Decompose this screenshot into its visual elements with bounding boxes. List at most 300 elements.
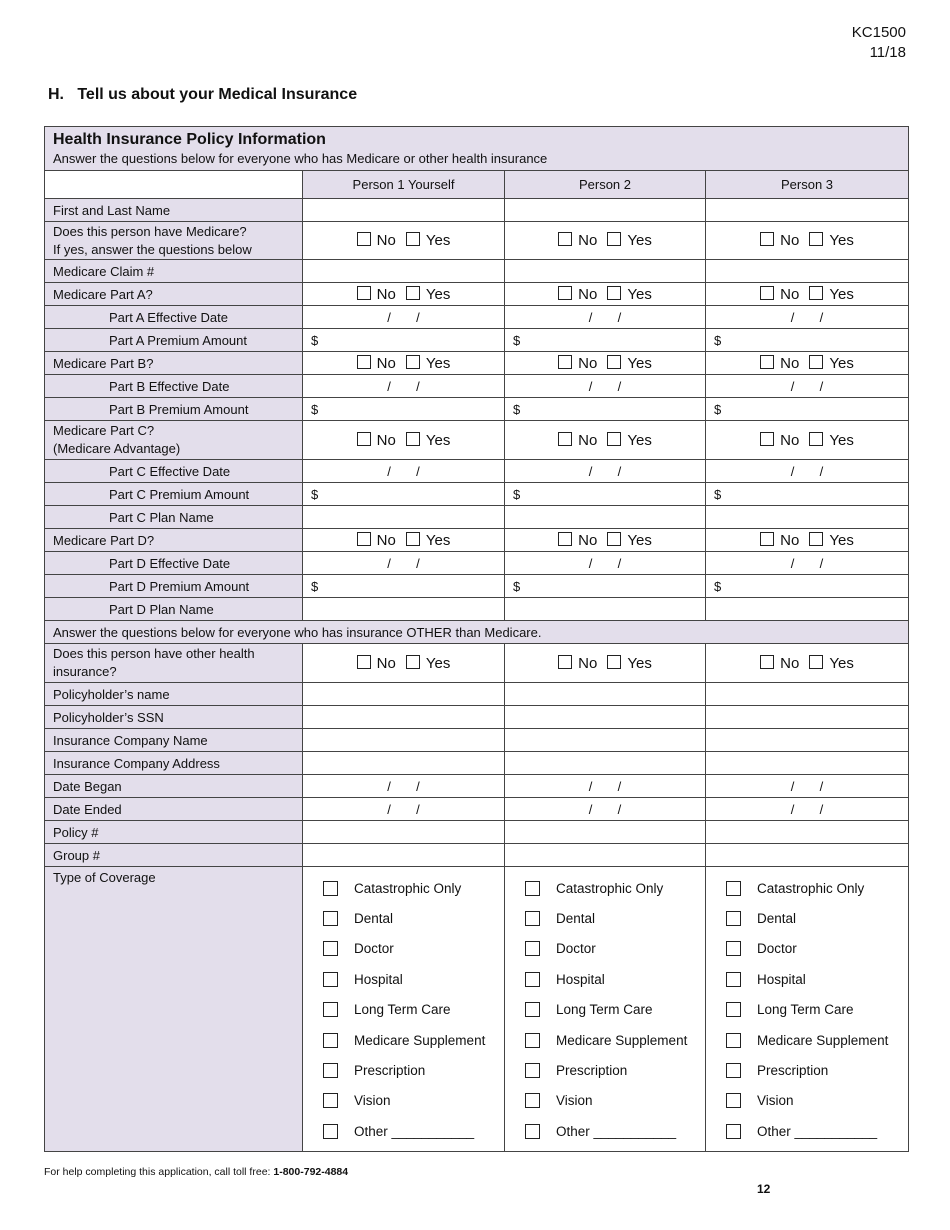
date-field-person-1[interactable]: / / (303, 460, 505, 483)
part-a-yn-person-3 (706, 283, 909, 306)
other-yn-person-2 (505, 644, 706, 683)
row-medicare-claim (45, 260, 909, 283)
yes-checkbox[interactable] (607, 532, 621, 546)
coverage-option[interactable] (525, 1055, 697, 1085)
yes-checkbox[interactable] (406, 655, 420, 669)
form-code-block (852, 23, 906, 63)
coverage-checkbox[interactable] (726, 941, 741, 956)
coverage-label: Vision (757, 1093, 794, 1109)
row-label: Insurance Company Address (45, 752, 303, 775)
coverage-option[interactable] (525, 995, 697, 1025)
coverage-checkbox[interactable] (323, 1002, 338, 1017)
yes-label: Yes (425, 431, 451, 449)
date-field-person-3[interactable]: / / (706, 552, 909, 575)
coverage-option[interactable] (323, 873, 496, 903)
no-label: No (376, 232, 396, 249)
row-label: Part C Effective Date (45, 460, 303, 483)
no-label: No (376, 431, 396, 449)
row-part-a (45, 283, 909, 306)
coverage-option[interactable] (726, 964, 900, 994)
premium-field-person-1[interactable]: $ (303, 398, 505, 421)
part-b-yn-person-2 (505, 352, 706, 375)
row-label: Part D Effective Date (45, 552, 303, 575)
coverage-label: Other ___________ (354, 1123, 475, 1139)
part-d-yn-person-3 (706, 529, 909, 552)
coverage-checkbox[interactable] (726, 1002, 741, 1017)
premium-field-person-3[interactable]: $ (706, 483, 909, 506)
coverage-option[interactable] (525, 1086, 697, 1116)
coverage-checkbox[interactable] (323, 1033, 338, 1048)
no-checkbox[interactable] (760, 286, 774, 300)
coverage-label: Doctor (757, 941, 797, 957)
date-field-person-2[interactable]: / / (505, 775, 706, 798)
no-checkbox[interactable] (558, 286, 572, 300)
row-group-num (45, 844, 909, 867)
date-field-person-1[interactable]: / / (303, 552, 505, 575)
company-name-person-3[interactable] (706, 729, 909, 752)
coverage-checkbox[interactable] (726, 1093, 741, 1108)
coverage-checkbox[interactable] (525, 941, 540, 956)
coverage-checkbox[interactable] (726, 1124, 741, 1139)
date-field-person-1[interactable]: / / (303, 775, 505, 798)
row-label: Part D Plan Name (45, 598, 303, 621)
column-header-person-3: Person 3 (706, 171, 909, 199)
no-label: No (780, 531, 800, 549)
policy-field-person-1[interactable] (303, 821, 505, 844)
row-label: Part A Premium Amount (45, 329, 303, 352)
column-header-person-1: Person 1 Yourself (303, 171, 505, 199)
coverage-checkbox[interactable] (726, 1033, 741, 1048)
name-field-person-1[interactable] (303, 199, 505, 222)
row-other-insurance (45, 644, 909, 683)
ssn-field-person-1[interactable] (303, 706, 505, 729)
coverage-option[interactable] (726, 873, 900, 903)
no-checkbox[interactable] (760, 532, 774, 546)
row-company-name (45, 729, 909, 752)
no-checkbox[interactable] (357, 655, 371, 669)
yes-label: Yes (627, 431, 652, 449)
company-address-person-3[interactable] (706, 752, 909, 775)
coverage-label: Medicare Supplement (354, 1032, 486, 1048)
footer-help (44, 1166, 348, 1178)
coverage-checkbox[interactable] (525, 972, 540, 987)
premium-field-person-2[interactable]: $ (505, 329, 706, 352)
page-number: 12 (757, 1182, 771, 1196)
coverage-option[interactable] (323, 903, 496, 933)
yes-label: Yes (425, 232, 451, 249)
group-field-person-1[interactable] (303, 844, 505, 867)
coverage-label: Prescription (556, 1063, 628, 1079)
yes-label: Yes (425, 654, 451, 672)
coverage-checkbox[interactable] (525, 1063, 540, 1078)
row-label: Group # (45, 844, 303, 867)
coverage-label: Vision (354, 1093, 391, 1109)
yes-checkbox[interactable] (607, 355, 621, 369)
yes-checkbox[interactable] (809, 286, 823, 300)
row-part-c-premium (45, 483, 909, 506)
row-part-c-date (45, 460, 909, 483)
other-yn-person-1 (303, 644, 505, 683)
group-field-person-2[interactable] (505, 844, 706, 867)
part-a-yn-person-1 (303, 283, 505, 306)
row-policyholder-ssn (45, 706, 909, 729)
coverage-checkbox[interactable] (323, 881, 338, 896)
coverage-checkbox[interactable] (525, 911, 540, 926)
no-label: No (578, 531, 598, 549)
row-part-b-premium (45, 398, 909, 421)
row-coverage-type (45, 867, 909, 1152)
coverage-option[interactable] (323, 1116, 496, 1146)
date-field-person-3[interactable]: / / (706, 775, 909, 798)
company-address-person-2[interactable] (505, 752, 706, 775)
row-policyholder-name (45, 683, 909, 706)
no-checkbox[interactable] (760, 355, 774, 369)
plan-field-person-3[interactable] (706, 506, 909, 529)
coverage-option[interactable] (525, 1116, 697, 1146)
date-field-person-2[interactable]: / / (505, 552, 706, 575)
yes-label: Yes (829, 354, 854, 372)
row-label: Date Began (45, 775, 303, 798)
table-subtitle: Answer the questions below for everyone who has Medicare or other health insurance (53, 151, 548, 166)
row-part-c (45, 421, 909, 460)
group-field-person-3[interactable] (706, 844, 909, 867)
yes-checkbox[interactable] (607, 432, 621, 446)
yes-label: Yes (425, 531, 451, 549)
yes-label: Yes (627, 531, 652, 549)
row-label: Policyholder’s SSN (45, 706, 303, 729)
row-label: Policy # (45, 821, 303, 844)
coverage-option[interactable] (726, 995, 900, 1025)
yes-checkbox[interactable] (607, 655, 621, 669)
coverage-option[interactable] (726, 1086, 900, 1116)
row-part-a-date (45, 306, 909, 329)
no-label: No (578, 654, 598, 672)
coverage-checkbox[interactable] (323, 941, 338, 956)
coverage-label: Hospital (354, 971, 403, 987)
yes-checkbox[interactable] (406, 355, 420, 369)
coverage-label: Prescription (757, 1063, 829, 1079)
yes-label: Yes (829, 285, 854, 303)
column-header-person-2: Person 2 (505, 171, 706, 199)
row-label-line-1: Does this person have Medicare? (53, 223, 247, 239)
row-label: Type of Coverage (45, 867, 303, 1152)
medicare-yn-person-2 (505, 222, 706, 260)
no-checkbox[interactable] (357, 232, 371, 246)
coverage-checkbox[interactable] (323, 1124, 338, 1139)
plan-field-person-1[interactable] (303, 598, 505, 621)
no-checkbox[interactable] (357, 432, 371, 446)
row-label: Part C Premium Amount (45, 483, 303, 506)
policyholder-name-person-2[interactable] (505, 683, 706, 706)
form-date: 11/18 (869, 44, 906, 61)
no-label: No (780, 354, 800, 372)
coverage-label: Dental (354, 911, 394, 927)
premium-field-person-1[interactable]: $ (303, 575, 505, 598)
row-label (45, 222, 303, 260)
date-field-person-3[interactable]: / / (706, 798, 909, 821)
premium-field-person-1[interactable]: $ (303, 329, 505, 352)
section-title: H. Tell us about your Medical Insurance (48, 86, 358, 103)
no-label: No (578, 354, 598, 372)
coverage-option[interactable] (525, 964, 697, 994)
coverage-list-person-3 (706, 867, 909, 1152)
yes-checkbox[interactable] (406, 286, 420, 300)
no-checkbox[interactable] (760, 655, 774, 669)
no-label: No (780, 431, 800, 449)
row-part-b (45, 352, 909, 375)
no-checkbox[interactable] (357, 286, 371, 300)
coverage-checkbox[interactable] (525, 1002, 540, 1017)
row-label: Part A Effective Date (45, 306, 303, 329)
yes-label: Yes (425, 285, 451, 303)
yes-checkbox[interactable] (406, 232, 420, 246)
coverage-option[interactable] (323, 1055, 496, 1085)
help-text: For help completing this application, call toll free: (44, 1166, 271, 1178)
yes-checkbox[interactable] (809, 655, 823, 669)
name-field-person-2[interactable] (505, 199, 706, 222)
coverage-checkbox[interactable] (525, 1093, 540, 1108)
coverage-option[interactable] (726, 903, 900, 933)
yes-label: Yes (627, 354, 652, 372)
coverage-option[interactable] (323, 934, 496, 964)
row-part-d-date (45, 552, 909, 575)
yes-label: Yes (829, 232, 854, 249)
date-field-person-1[interactable]: / / (303, 798, 505, 821)
coverage-option[interactable] (525, 1025, 697, 1055)
policy-field-person-3[interactable] (706, 821, 909, 844)
yes-checkbox[interactable] (809, 355, 823, 369)
date-field-person-2[interactable]: / / (505, 798, 706, 821)
premium-field-person-2[interactable]: $ (505, 483, 706, 506)
coverage-label: Long Term Care (757, 1002, 854, 1018)
no-checkbox[interactable] (558, 532, 572, 546)
date-field-person-2[interactable]: / / (505, 375, 706, 398)
yes-label: Yes (829, 431, 854, 449)
part-b-yn-person-1 (303, 352, 505, 375)
part-b-yn-person-3 (706, 352, 909, 375)
row-has-medicare (45, 222, 909, 260)
coverage-label: Long Term Care (556, 1002, 653, 1018)
date-field-person-1[interactable]: / / (303, 306, 505, 329)
phone-number[interactable]: 1-800-792-4884 (273, 1166, 349, 1178)
coverage-checkbox[interactable] (323, 1063, 338, 1078)
no-checkbox[interactable] (558, 232, 572, 246)
no-label: No (780, 285, 800, 303)
coverage-checkbox[interactable] (323, 1093, 338, 1108)
company-name-person-1[interactable] (303, 729, 505, 752)
premium-field-person-3[interactable]: $ (706, 329, 909, 352)
coverage-label: Hospital (757, 971, 806, 987)
row-policy-num (45, 821, 909, 844)
row-label: Policyholder’s name (45, 683, 303, 706)
no-checkbox[interactable] (558, 355, 572, 369)
premium-field-person-1[interactable]: $ (303, 483, 505, 506)
date-field-person-3[interactable]: / / (706, 375, 909, 398)
row-label: Insurance Company Name (45, 729, 303, 752)
coverage-checkbox[interactable] (726, 1063, 741, 1078)
no-checkbox[interactable] (357, 532, 371, 546)
date-field-person-2[interactable]: / / (505, 460, 706, 483)
empty-header-cell (45, 171, 303, 199)
coverage-checkbox[interactable] (726, 972, 741, 987)
coverage-checkbox[interactable] (323, 911, 338, 926)
premium-field-person-2[interactable]: $ (505, 575, 706, 598)
coverage-label: Medicare Supplement (556, 1032, 688, 1048)
no-checkbox[interactable] (558, 432, 572, 446)
yes-label: Yes (627, 285, 652, 303)
medicare-yn-person-3 (706, 222, 909, 260)
yes-checkbox[interactable] (406, 432, 420, 446)
no-checkbox[interactable] (558, 655, 572, 669)
row-part-c-plan (45, 506, 909, 529)
table-header (45, 127, 909, 171)
coverage-label: Vision (556, 1093, 593, 1109)
policyholder-name-person-1[interactable] (303, 683, 505, 706)
form-code: KC1500 (851, 24, 906, 41)
coverage-option[interactable] (323, 964, 496, 994)
premium-field-person-3[interactable]: $ (706, 575, 909, 598)
coverage-label: Other ___________ (556, 1123, 677, 1139)
coverage-checkbox[interactable] (525, 881, 540, 896)
row-part-d-plan (45, 598, 909, 621)
plan-field-person-2[interactable] (505, 506, 706, 529)
yes-checkbox[interactable] (809, 432, 823, 446)
row-date-ended (45, 798, 909, 821)
table-title: Health Insurance Policy Information (53, 131, 326, 148)
coverage-label: Catastrophic Only (556, 880, 664, 896)
coverage-list-person-1 (303, 867, 505, 1152)
yes-label: Yes (425, 354, 451, 372)
name-field-person-3[interactable] (706, 199, 909, 222)
coverage-checkbox[interactable] (525, 1124, 540, 1139)
no-label: No (578, 232, 598, 249)
coverage-option[interactable] (323, 1025, 496, 1055)
coverage-label: Hospital (556, 971, 605, 987)
coverage-label: Catastrophic Only (354, 880, 462, 896)
coverage-label: Medicare Supplement (757, 1032, 889, 1048)
no-label: No (376, 285, 396, 303)
yes-checkbox[interactable] (406, 532, 420, 546)
row-label: Part B Premium Amount (45, 398, 303, 421)
no-label: No (376, 531, 396, 549)
no-label: No (780, 232, 800, 249)
plan-field-person-2[interactable] (505, 598, 706, 621)
plan-field-person-3[interactable] (706, 598, 909, 621)
health-insurance-table (44, 126, 909, 1152)
row-label: Part B Effective Date (45, 375, 303, 398)
no-checkbox[interactable] (357, 355, 371, 369)
yes-checkbox[interactable] (809, 532, 823, 546)
coverage-option[interactable] (323, 1086, 496, 1116)
row-label (45, 421, 303, 460)
no-label: No (578, 285, 598, 303)
coverage-label: Catastrophic Only (757, 880, 865, 896)
plan-field-person-1[interactable] (303, 506, 505, 529)
date-field-person-2[interactable]: / / (505, 306, 706, 329)
row-label: Medicare Part D? (45, 529, 303, 552)
row-part-b-date (45, 375, 909, 398)
coverage-option[interactable] (525, 903, 697, 933)
row-label-line-1: Medicare Part C? (53, 423, 155, 438)
no-checkbox[interactable] (760, 432, 774, 446)
premium-field-person-3[interactable]: $ (706, 398, 909, 421)
row-label: Medicare Claim # (45, 260, 303, 283)
date-field-person-3[interactable]: / / (706, 306, 909, 329)
coverage-list-person-2 (505, 867, 706, 1152)
coverage-option[interactable] (525, 934, 697, 964)
coverage-option[interactable] (323, 995, 496, 1025)
part-c-yn-person-1 (303, 421, 505, 460)
yes-label: Yes (829, 654, 854, 672)
yes-label: Yes (627, 654, 652, 672)
row-label: Part D Premium Amount (45, 575, 303, 598)
no-label: No (376, 654, 396, 672)
coverage-label: Other ___________ (757, 1123, 878, 1139)
part-d-yn-person-2 (505, 529, 706, 552)
yes-checkbox[interactable] (809, 232, 823, 246)
coverage-label: Prescription (354, 1063, 426, 1079)
yes-checkbox[interactable] (607, 232, 621, 246)
policy-field-person-2[interactable] (505, 821, 706, 844)
row-other-section (45, 621, 909, 644)
no-checkbox[interactable] (760, 232, 774, 246)
row-label: Date Ended (45, 798, 303, 821)
part-a-yn-person-2 (505, 283, 706, 306)
part-c-yn-person-2 (505, 421, 706, 460)
yes-label: Yes (627, 232, 652, 249)
yes-label: Yes (829, 531, 854, 549)
coverage-checkbox[interactable] (726, 911, 741, 926)
coverage-checkbox[interactable] (323, 972, 338, 987)
coverage-option[interactable] (726, 934, 900, 964)
other-insurance-section-header: Answer the questions below for everyone who has insurance OTHER than Medicare. (45, 621, 909, 644)
premium-field-person-2[interactable]: $ (505, 398, 706, 421)
coverage-label: Dental (556, 911, 596, 927)
company-address-person-1[interactable] (303, 752, 505, 775)
coverage-option[interactable] (726, 1116, 900, 1146)
ssn-field-person-2[interactable] (505, 706, 706, 729)
row-label-line-2: (Medicare Advantage) (53, 441, 181, 456)
row-label: Medicare Part B? (45, 352, 303, 375)
claim-field-person-1[interactable] (303, 260, 505, 283)
date-field-person-1[interactable]: / / (303, 375, 505, 398)
coverage-option[interactable] (726, 1025, 900, 1055)
row-part-a-premium (45, 329, 909, 352)
row-label: First and Last Name (45, 199, 303, 222)
row-part-d-premium (45, 575, 909, 598)
coverage-label: Doctor (556, 941, 596, 957)
claim-field-person-3[interactable] (706, 260, 909, 283)
no-label: No (780, 654, 800, 672)
company-name-person-2[interactable] (505, 729, 706, 752)
coverage-option[interactable] (726, 1055, 900, 1085)
row-first-last-name (45, 199, 909, 222)
coverage-label: Doctor (354, 941, 394, 957)
row-label-line-2: If yes, answer the questions below (53, 241, 252, 257)
date-field-person-3[interactable]: / / (706, 460, 909, 483)
coverage-option[interactable] (525, 873, 697, 903)
claim-field-person-2[interactable] (505, 260, 706, 283)
medicare-yn-person-1 (303, 222, 505, 260)
coverage-checkbox[interactable] (726, 881, 741, 896)
no-label: No (578, 431, 598, 449)
yes-checkbox[interactable] (607, 286, 621, 300)
part-d-yn-person-1 (303, 529, 505, 552)
other-yn-person-3 (706, 644, 909, 683)
coverage-checkbox[interactable] (525, 1033, 540, 1048)
ssn-field-person-3[interactable] (706, 706, 909, 729)
policyholder-name-person-3[interactable] (706, 683, 909, 706)
